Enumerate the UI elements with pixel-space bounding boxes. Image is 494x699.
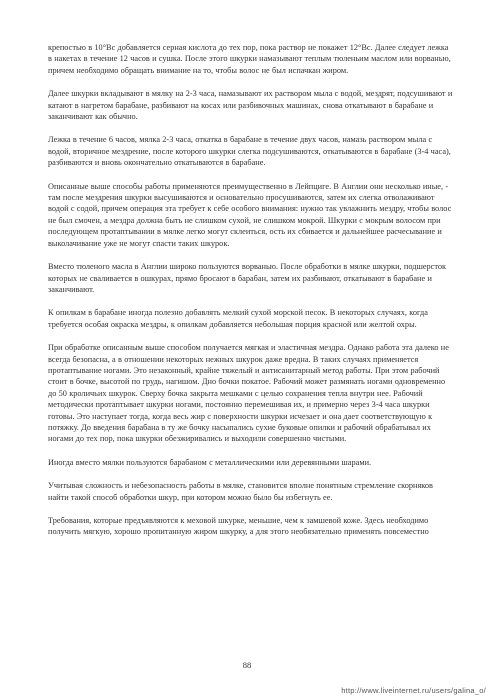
paragraph-3: Лежка в течение 6 часов, мялка 2-3 часа, откатка в барабане в течение двух часов, намазь раствором мыла с водой, вторичное мездрение, после которого шкурки слегка подсушиваются, откатываются в барабане (3-4 часа), разбиваются и вновь окончательно откатываются в барабане. xyxy=(48,135,451,168)
paragraph-4: Описанные выше способы работы применяются преимущественно в Лейпциге. В Англии они несколько иные, - там после мездрения шкурки высушиваются и основательно просушиваются, затем их слегка отволаживают водой с содой, причем операция эта требует к себе особого внимания: нужно так увлажнить мездру, чтобы волос не был смочен, а мездра должна быть не слишком сухой, не слишком мокрой. Шкурки с мокрым волосом при последующем протаптывании в мялке легко могут склеиться, ость их сбивается и дальнейшее расчесывание и выколачивание уже не могут спасти таких шкурок. xyxy=(48,181,452,248)
paragraph-7: При обработке описанным выше способом получается мягкая и эластичная мездра. Однако работа эта далеко не всегда безопасна, а в отношении некоторых нежных шкурок даже вредна. В таких случаях применяется протаптывание ногами. Это незаконный, крайне тяжелый и антисанитарный метод работы. При этом рабочий стоит в бочке, высотой по грудь, нагишом. Дно бочки покатое. Рабочий может размянать ногами одновременно до 50 кроличьих шкурок. Сверху бочка закрыта мешками с целью сохранения тепла внутри нее. Рабочий методически протаптывает шкурки ногами, постоянно перемешивая их, и примерно через 3-4 часа шкурки готовы. Это наступает тогда, когда весь жир с поверхности шкурки исчезает и она дает соответствующую к потяжку. До введения барабана в ту же бочку насыпались сухие буковые опилки и рабочий обрабатывал их ногами до тех пор, пока шкурки обезжиривались и выходили совершенно чистыми. xyxy=(48,343,449,444)
paragraph-9: Учитывая сложность и небезопасность работы в мялке, становится вполне понятным стремление скорняков найти такой способ обработки шкур, при котором можно было бы избегнуть ее. xyxy=(48,481,433,502)
paragraph-1: крепостью в 10°Вс добавляется серная кислота до тех пор, пока раствор не покажет 12°Вс. Далее следует лежка в накетах в течение 12 часов и сушка. После этого шкурки намазывают теплым тюленьим маслом или ворванью, причем необходимо обращать внимание на то, чтобы волос не был испачкан жиром. xyxy=(48,43,451,75)
paragraph-8: Иногда вместо мялки пользуются барабаном с металлическими или деревянными шарами. xyxy=(48,457,372,467)
page-number: 88 xyxy=(242,660,252,670)
watermark-url: http://www.liveinternet.ru/users/galina_o/ xyxy=(341,686,486,695)
paragraph-5: Вместо тюленого масла в Англии широко пользуются ворванью. После обработки в мялке шкурки, подшерсток которых не сваливается в ошкурах, прямо бросают в барабан, затем их разбивают, откатывают в барабане и заканчивают. xyxy=(48,262,447,294)
paragraph-6: К опилкам в барабане иногда полезно добавлять мелкий сухой морской песок. В некоторых случаях, когда требуется особая окраска мездры, к опилкам добавляется небольшая порция красной или желтой охры. xyxy=(48,308,428,329)
page-text-body xyxy=(48,42,454,550)
paragraph-10: Требования, которые предъявляются к меховой шкурке, меньшие, чем к замшевой коже. Здесь необходимо получить мягкую, хорошо пропитанную жиром шкурку, а для этого необязательно применять повсеместно xyxy=(48,516,429,537)
paragraph-2: Далее шкурки вкладывают в мялку на 2-3 часа, намазывают их раствором мыла с водой, мездрят, подсушивают и катают в нагретом барабане, разбивают на косах или разбивочных машинах, снова откатывают в барабане и заканчивают как обычно. xyxy=(48,89,453,122)
